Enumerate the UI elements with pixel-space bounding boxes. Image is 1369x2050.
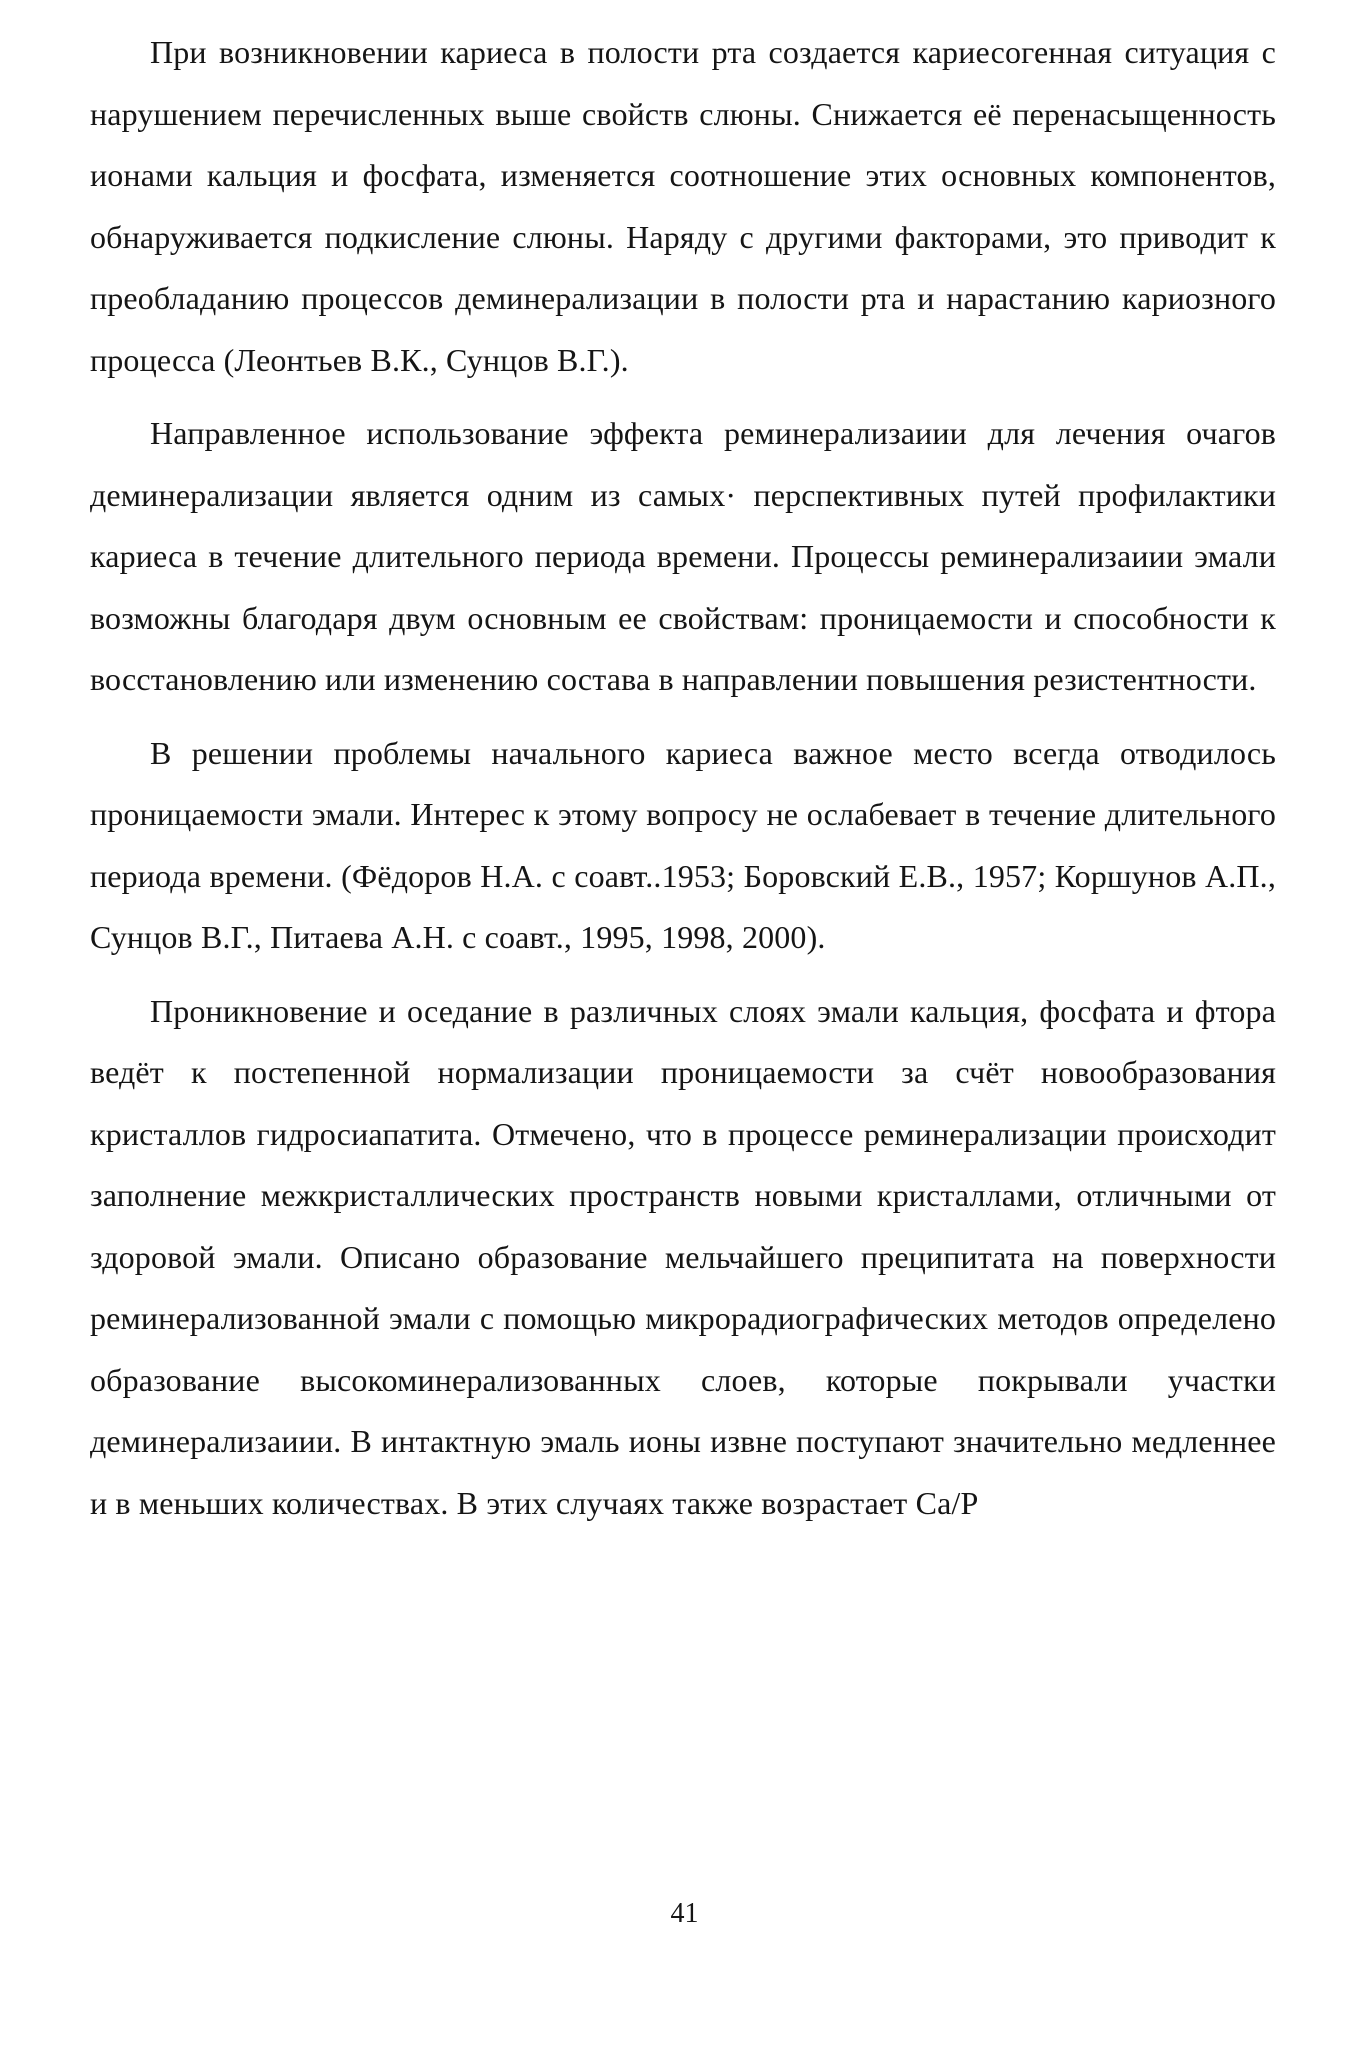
page-number: 41 bbox=[670, 1898, 699, 1929]
paragraph-4: Проникновение и оседание в различных слоях эмали кальция, фосфата и фтора ведёт к постепенной нормализации проницаемости за счёт новообразования кристаллов гидросиапатита. Отмечено, что в процессе реминерализации происходит заполнение межкристаллических пространств новыми кристаллами, отличными от здоровой эмали. Описано образование мельчайшего преципитата на поверхности реминерализованной эмали с помощью микрорадиографических методов определено образование высокоминерализованных слоев, которые покрывали участки деминерализаиии. В интактную эмаль ионы извне поступают значительно медленнее и в меньших количествах. В этих случаях также возрастает Са/Р bbox=[90, 992, 1276, 1521]
paragraph-3: В решении проблемы начального кариеса важное место всегда отводилось проницаемости эмали. Интерес к этому вопросу не ослабевает в течение длительного периода времени. (Фёдоров Н.А. с соавт..1953; Боровский Е.В., 1957; Коршунов А.П., Сунцов В.Г., Питаева А.Н. с соавт., 1995, 1998, 2000). bbox=[90, 734, 1276, 955]
body-text bbox=[90, 22, 1276, 1534]
paragraph-2: Направленное использование эффекта реминерализаиии для лечения очагов деминерализации является одним из самых· перспективных путей профилактики кариеса в течение длительного периода времени. Процессы реминерализаиии эмали возможны благодаря двум основным ее свойствам: проницаемости и способности к восстановлению или изменению состава в направлении повышения резистентности. bbox=[90, 415, 1276, 697]
paragraph-1: При возникновении кариеса в полости рта создается кариесогенная ситуация с нарушением перечисленных выше свойств слюны. Снижается её перенасыщенность ионами кальция и фосфата, изменяется соотношение этих основных компонентов, обнаруживается подкисление слюны. Наряду с другими факторами, это приводит к преобладанию процессов деминерализации в полости рта и нарастанию кариозного процесса (Леонтьев В.К., Сунцов В.Г.). bbox=[90, 34, 1276, 378]
